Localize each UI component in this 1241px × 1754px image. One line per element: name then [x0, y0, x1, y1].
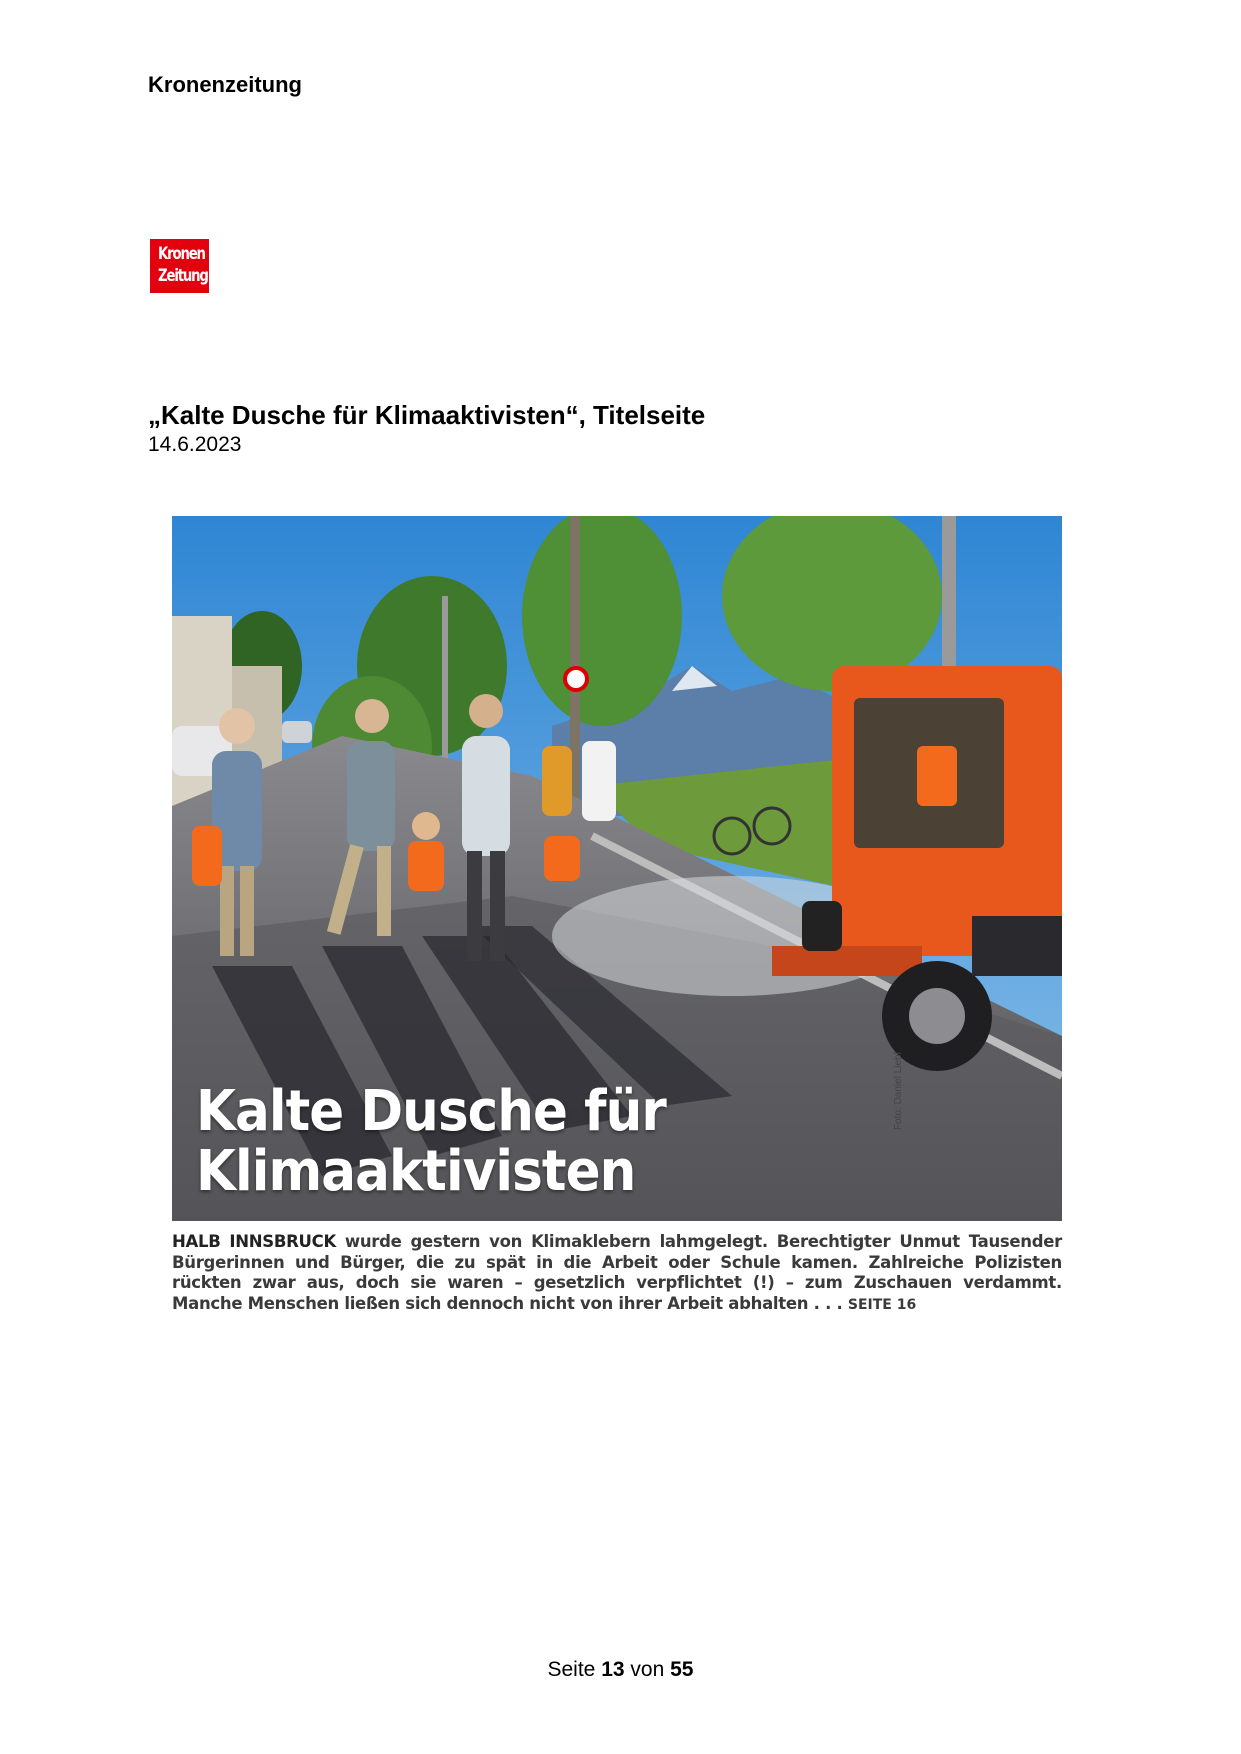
caption-text: wurde gestern von Klimaklebern lahmgelegt. Berechtigter Unmut Tausender Bürgerinnen und Bürger, die zu spät in die Arbeit oder Schule kamen. Zahlreiche Polizisten rückten zwar aus, doch sie waren – gesetzlich verpflichtet (!) – zum Zuschauen verdammt. Manche Menschen ließen sich dennoch nicht von ihrer Arbeit abhalten . . .: [172, 1232, 1062, 1313]
article-title: „Kalte Dusche für Klimaaktivisten“, Titelseite: [148, 400, 706, 430]
newspaper-clipping: [172, 516, 1062, 1315]
caption-lead: HALB INNSBRUCK: [172, 1232, 336, 1251]
photo-credit: Foto: Daniel Liebl: [893, 1052, 904, 1130]
news-photo: [172, 516, 1062, 1221]
article-date: 14.6.2023: [148, 433, 242, 456]
footer-middle: von: [630, 1658, 665, 1681]
page-footer: [0, 1658, 1241, 1682]
logo-line-1: Kronen: [158, 244, 205, 264]
total-page-count: 55: [670, 1658, 694, 1681]
footer-prefix: Seite: [547, 1658, 596, 1681]
kronen-zeitung-logo: [150, 239, 209, 293]
current-page-number: 13: [601, 1658, 625, 1681]
photo-caption: [172, 1232, 1062, 1315]
photo-headline-line-2: Klimaaktivisten: [196, 1139, 636, 1204]
document-source: Kronenzeitung: [148, 72, 302, 97]
caption-page-reference: SEITE 16: [847, 1296, 917, 1313]
photo-headline-line-1: Kalte Dusche für: [196, 1079, 666, 1144]
logo-line-2: Zeitung: [158, 266, 208, 286]
photo-headline: [196, 1079, 666, 1204]
